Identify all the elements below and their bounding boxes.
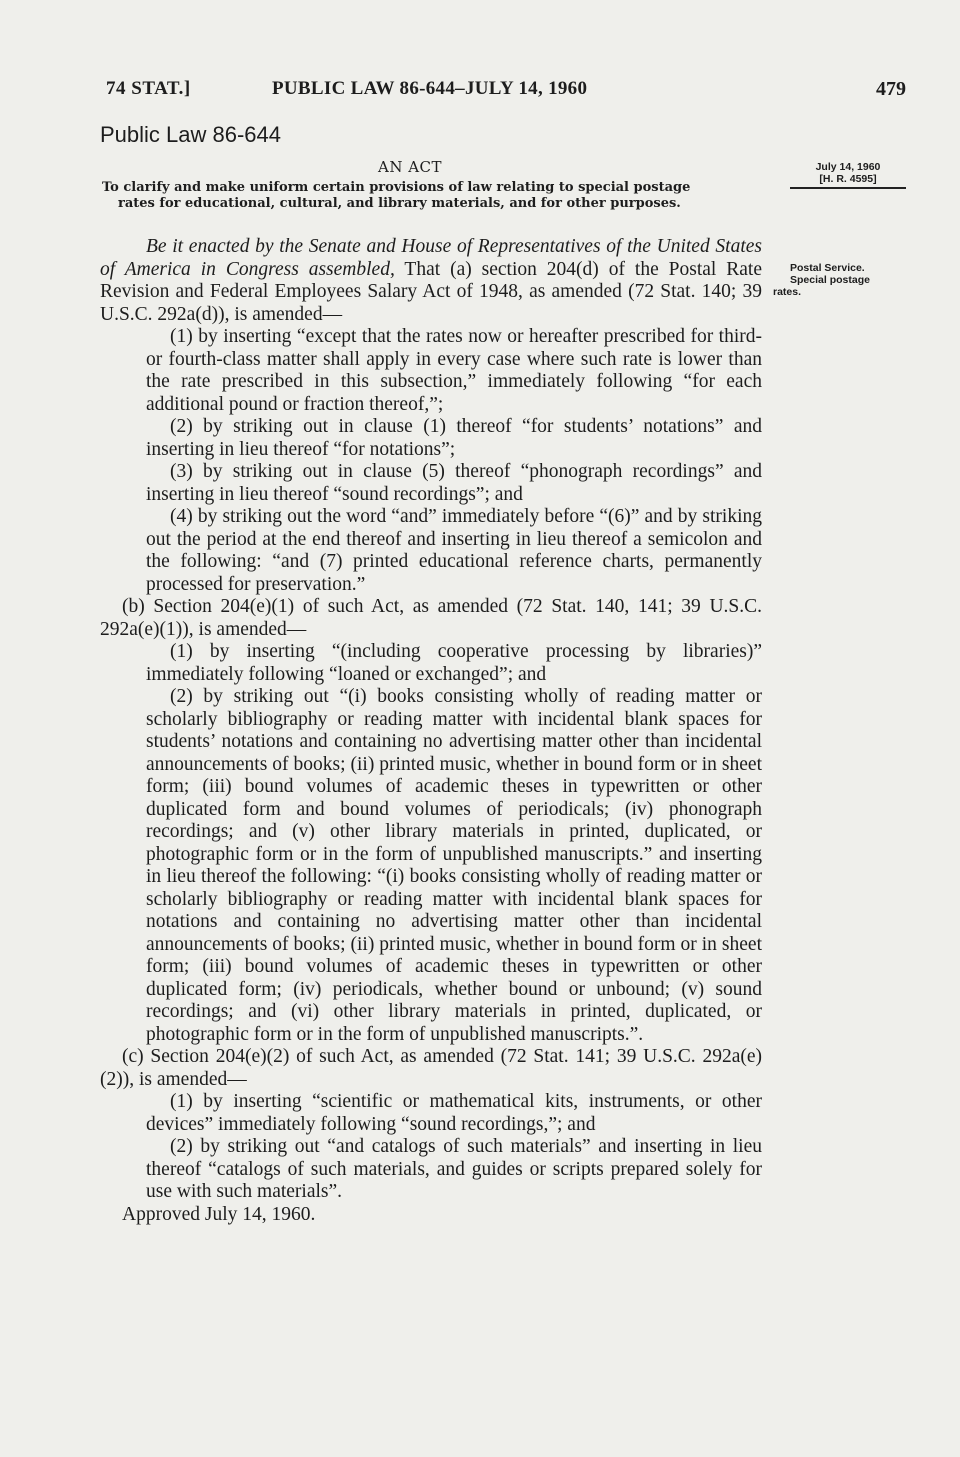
clause-b2: (2) by striking out “(i) books consisting wholly of reading matter or scholarly bibliography or reading matter with incidental blank spaces for students’ notations and containing no advertising matter other than incidental announcements of books; (ii) printed music, whether in bound form or in sheet form; (iii) bound volumes of academic theses in typewritten or other duplicated form and bound volumes of periodicals; (iv) phonograph recordings; and (v) other library materials in printed, duplicated, or photographic form or in the form of unpublished manuscripts.” and inserting in lieu thereof the following: “(i) books consisting wholly of reading matter or scholarly bibliography or reading matter with incidental blank spaces for notations and containing no advertising matter other than incidental announcements of books; (ii) printed music, whether in bound form or in sheet form; (iii) bound volumes of academic theses in typewritten or other duplicated form; (iv) periodicals, whether bound or unbound; (v) sound recordings; and (vi) other library materials in printed, duplicated, or photographic form or in the form of unpublished manuscripts.”.	[146, 686, 762, 1045]
act-body	[100, 236, 762, 1226]
purpose-line-2: rates for educational, cultural, and library materials, and for other purposes.	[118, 196, 681, 211]
section-c-intro: (c) Section 204(e)(2) of such Act, as amended (72 Stat. 141; 39 U.S.C. 292a(e)(2)), is amended—	[100, 1046, 762, 1090]
act-purpose	[102, 180, 762, 212]
page-number: 479	[876, 78, 906, 100]
purpose-line-1: To clarify and make uniform certain provisions of law relating to special postage	[102, 180, 691, 195]
subject-line-2: Special postage	[790, 274, 870, 286]
margin-date-note	[790, 161, 906, 189]
running-header	[106, 78, 906, 102]
section-b-intro: (b) Section 204(e)(1) of such Act, as amended (72 Stat. 140, 141; 39 U.S.C. 292a(e)(1)), is amended—	[100, 596, 762, 640]
enacting-clause: Be it enacted by the Senate and House of Representatives of the United States of America in Congress assembled,	[100, 236, 762, 280]
subject-line-1: Postal Service.	[790, 262, 865, 274]
subject-line-3: rates.	[773, 286, 802, 298]
margin-rule	[790, 187, 906, 189]
clause-a3: (3) by striking out in clause (5) thereof “phonograph recordings” and inserting in lieu thereof “sound recordings”; and	[146, 461, 762, 505]
section-a-intro	[100, 236, 762, 326]
stat-reference: 74 STAT.]	[106, 78, 191, 99]
approval-date: Approved July 14, 1960.	[122, 1203, 316, 1225]
bill-number: [H. R. 4595]	[819, 173, 877, 185]
running-title: PUBLIC LAW 86-644–JULY 14, 1960	[272, 78, 588, 99]
section-a-text: That (a) section 204(d) of the Postal Rate Revision and Federal Employees Salary Act of 1948, as amended (72 Stat. 140; 39 U.S.C. 292a(d)), is amended—	[100, 258, 762, 325]
act-label: AN ACT	[378, 158, 443, 176]
enactment-date: July 14, 1960	[815, 161, 881, 173]
clause-c2: (2) by striking out “and catalogs of such materials” and inserting in lieu thereof “catalogs of such materials, and guides or scripts prepared solely for use with such materials”.	[146, 1136, 762, 1202]
margin-subject-note	[773, 262, 913, 298]
public-law-title: Public Law 86-644	[100, 122, 282, 147]
clause-a2: (2) by striking out in clause (1) thereof “for students’ notations” and inserting in lieu thereof “for notations”;	[146, 416, 762, 460]
clause-c1: (1) by inserting “scientific or mathematical kits, instruments, or other devices” immediately following “sound recordings,”; and	[146, 1091, 762, 1135]
clause-b1: (1) by inserting “(including cooperative processing by libraries)” immediately following “loaned or exchanged”; and	[146, 641, 762, 685]
clause-a4: (4) by striking out the word “and” immediately before “(6)” and by striking out the period at the end thereof and inserting in lieu thereof a semicolon and the following: “and (7) printed educational reference charts, permanently processed for preservation.”	[146, 506, 762, 595]
clause-a1: (1) by inserting “except that the rates now or hereafter prescribed for third- or fourth-class matter shall apply in every case where such rate is lower than the rate prescribed in this subsection,” immediately following “for each additional pound or fraction thereof,”;	[146, 326, 762, 415]
